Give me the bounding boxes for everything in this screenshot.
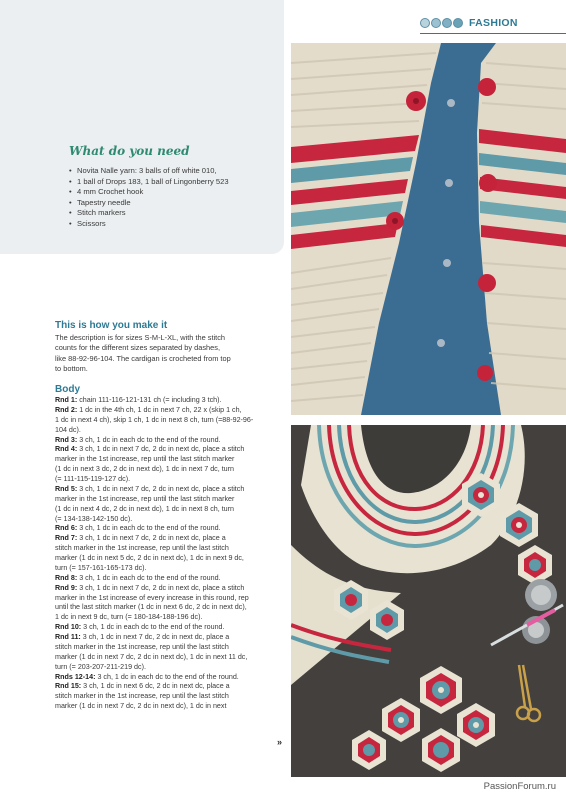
round-line bbox=[55, 436, 287, 446]
rounds-list bbox=[55, 396, 287, 712]
round-text: 3 ch, 1 dc in next 6 dc, 2 dc in next dc, place a bbox=[81, 682, 230, 691]
round-label: Rnd 9: bbox=[55, 583, 78, 592]
round-label: Rnd 8: bbox=[55, 573, 78, 582]
round-text: 3 ch, 1 dc in each dc to the end of the round. bbox=[95, 672, 239, 681]
round-line bbox=[55, 702, 287, 712]
round-line bbox=[55, 643, 287, 653]
round-line bbox=[55, 623, 287, 633]
round-text: 1 dc in the 4th ch, 1 dc in next 7 ch, 22 x (skip 1 ch, bbox=[77, 405, 242, 414]
section-header bbox=[420, 14, 518, 32]
round-line bbox=[55, 682, 287, 692]
round-line bbox=[55, 613, 287, 623]
round-line bbox=[55, 574, 287, 584]
round-text: turn (= 203-207-211-219 dc). bbox=[55, 662, 146, 671]
instructions-intro bbox=[55, 333, 285, 375]
round-line bbox=[55, 534, 287, 544]
cardigan-closeup-illustration bbox=[291, 43, 566, 415]
header-dot-icon bbox=[431, 18, 441, 28]
intro-line: like 88-92-96-104. The cardigan is crocheted from top bbox=[55, 353, 231, 363]
round-label: Rnd 2: bbox=[55, 405, 78, 414]
round-text: turn (= 157-161-165-173 dc). bbox=[55, 563, 147, 572]
round-line bbox=[55, 564, 287, 574]
round-text: 3 ch, 1 dc in next 7 dc, 2 dc in next dc, place a stitch bbox=[77, 484, 245, 493]
header-dot-icon bbox=[420, 18, 430, 28]
instructions-heading: This is how you make it bbox=[55, 320, 168, 331]
round-label: Rnd 15: bbox=[55, 682, 82, 691]
round-line bbox=[55, 524, 287, 534]
body-heading: Body bbox=[55, 384, 80, 395]
round-text: 3 ch, 1 dc in next 7 dc, 2 dc in next dc, place a bbox=[80, 633, 230, 641]
round-text: until the last stitch marker (1 dc in next 6 dc, 2 dc in next dc), bbox=[55, 603, 247, 612]
round-text: marker in the 1st increase of every increase in this round, rep bbox=[55, 593, 249, 602]
flat-lay-photo bbox=[291, 425, 566, 777]
round-text: (= 111-115-119-127 dc). bbox=[55, 475, 131, 483]
round-line bbox=[55, 495, 287, 505]
header-dot-icon bbox=[442, 18, 452, 28]
continue-arrow-icon: » bbox=[277, 737, 283, 747]
round-line bbox=[55, 554, 287, 564]
materials-item: • 4 mm Crochet hook bbox=[69, 187, 279, 198]
round-label: Rnd 4: bbox=[55, 445, 78, 454]
round-text: 3 ch, 1 dc in each dc to the end of the round. bbox=[77, 435, 221, 444]
round-line bbox=[55, 515, 287, 525]
materials-item: • Stitch markers bbox=[69, 208, 279, 219]
round-line bbox=[55, 455, 287, 465]
materials-item: • Scissors bbox=[69, 219, 279, 230]
round-text: 3 ch, 1 dc in next 7 dc, 2 dc in next dc, place a bbox=[77, 534, 226, 543]
round-line bbox=[55, 465, 287, 475]
round-label: Rnd 10: bbox=[55, 623, 82, 632]
round-label: Rnd 7: bbox=[55, 534, 78, 543]
round-line bbox=[55, 633, 287, 643]
materials-title: What do you need bbox=[69, 144, 190, 158]
round-line bbox=[55, 584, 287, 594]
round-text: 1 dc in next 9 dc, turn (= 180-184-188-196 dc). bbox=[55, 613, 203, 622]
round-text: chain 111-116-121-131 ch (= including 3 tch). bbox=[77, 396, 222, 404]
materials-item: • Tapestry needle bbox=[69, 198, 279, 209]
round-text: 3 ch, 1 dc in next 7 dc, 2 dc in next dc, place a stitch bbox=[77, 445, 245, 454]
round-line bbox=[55, 594, 287, 604]
round-line bbox=[55, 692, 287, 702]
round-line bbox=[55, 426, 287, 436]
round-text: (1 dc in next 3 dc, 2 dc in next dc), 1 dc in next 7 dc, turn bbox=[55, 465, 235, 474]
round-label: Rnd 1: bbox=[55, 396, 78, 404]
round-text: marker in the 1st increase, rep until the last stitch marker bbox=[55, 455, 235, 464]
round-text: stitch marker in the 1st increase, rep until the last stitch bbox=[55, 692, 229, 701]
intro-line: counts for the different sizes separated by dashes, bbox=[55, 343, 221, 353]
round-text: 104 dc). bbox=[55, 425, 81, 434]
round-text: 3 ch, 1 dc in next 7 dc, 2 dc in next dc, place a stitch bbox=[77, 583, 245, 592]
round-label: Rnd 5: bbox=[55, 484, 78, 493]
round-text: 3 ch, 1 dc in each dc to the end of the round. bbox=[77, 573, 221, 582]
round-text: 3 ch, 1 dc in each dc to the end of the round. bbox=[81, 623, 225, 632]
round-text: (= 134-138-142-150 dc). bbox=[55, 514, 133, 523]
flat-lay-illustration bbox=[291, 425, 566, 777]
round-line bbox=[55, 396, 287, 406]
cardigan-closeup-photo bbox=[291, 43, 566, 415]
header-rule bbox=[420, 33, 566, 34]
round-label: Rnd 11: bbox=[55, 633, 81, 641]
round-line bbox=[55, 445, 287, 455]
round-line bbox=[55, 544, 287, 554]
round-label: Rnd 6: bbox=[55, 524, 78, 533]
round-line bbox=[55, 653, 287, 663]
materials-item-continued: • 1 ball of Drops 183, 1 ball of Lingonberry 523 bbox=[69, 177, 279, 188]
round-line bbox=[55, 416, 287, 426]
round-text: marker in the 1st increase, rep until the last stitch marker bbox=[55, 494, 235, 503]
round-text: marker (1 dc in next 5 dc, 2 dc in next dc), 1 dc in next 9 dc, bbox=[55, 554, 244, 562]
round-text: marker (1 dc in next 7 dc, 2 dc in next dc), 1 dc in next bbox=[55, 702, 227, 711]
round-label: Rnds 12-14: bbox=[55, 672, 96, 681]
round-label: Rnd 3: bbox=[55, 435, 78, 444]
round-text: 1 dc in next 4 ch), skip 1 ch, 1 dc in next 8 ch, turn (=88-92-96- bbox=[55, 415, 254, 424]
header-dots bbox=[420, 18, 463, 28]
section-title: FASHION bbox=[469, 17, 518, 29]
round-line bbox=[55, 406, 287, 416]
round-text: marker (1 dc in next 7 dc, 2 dc in next dc), 1 dc in next 11 dc, bbox=[55, 652, 248, 661]
intro-line: The description is for sizes S-M-L-XL, with the stitch bbox=[55, 333, 226, 342]
header-dot-icon bbox=[453, 18, 463, 28]
round-line bbox=[55, 663, 287, 673]
round-line bbox=[55, 603, 287, 613]
intro-line: to bottom. bbox=[55, 364, 88, 374]
materials-item: • Novita Nalle yarn: 3 balls of off white 010, bbox=[69, 166, 279, 177]
round-line bbox=[55, 475, 287, 485]
round-line bbox=[55, 505, 287, 515]
round-text: stitch marker in the 1st increase, rep until the last stitch bbox=[55, 642, 229, 651]
round-line bbox=[55, 673, 287, 683]
round-line bbox=[55, 485, 287, 495]
watermark: PassionForum.ru bbox=[483, 781, 556, 792]
round-text: (1 dc in next 4 dc, 2 dc in next dc), 1 dc in next 8 ch, turn bbox=[55, 504, 235, 513]
round-text: stitch marker in the 1st increase, rep until the last stitch bbox=[55, 544, 229, 553]
round-text: 3 ch, 1 dc in each dc to the end of the round. bbox=[77, 524, 221, 533]
materials-list bbox=[69, 166, 279, 230]
